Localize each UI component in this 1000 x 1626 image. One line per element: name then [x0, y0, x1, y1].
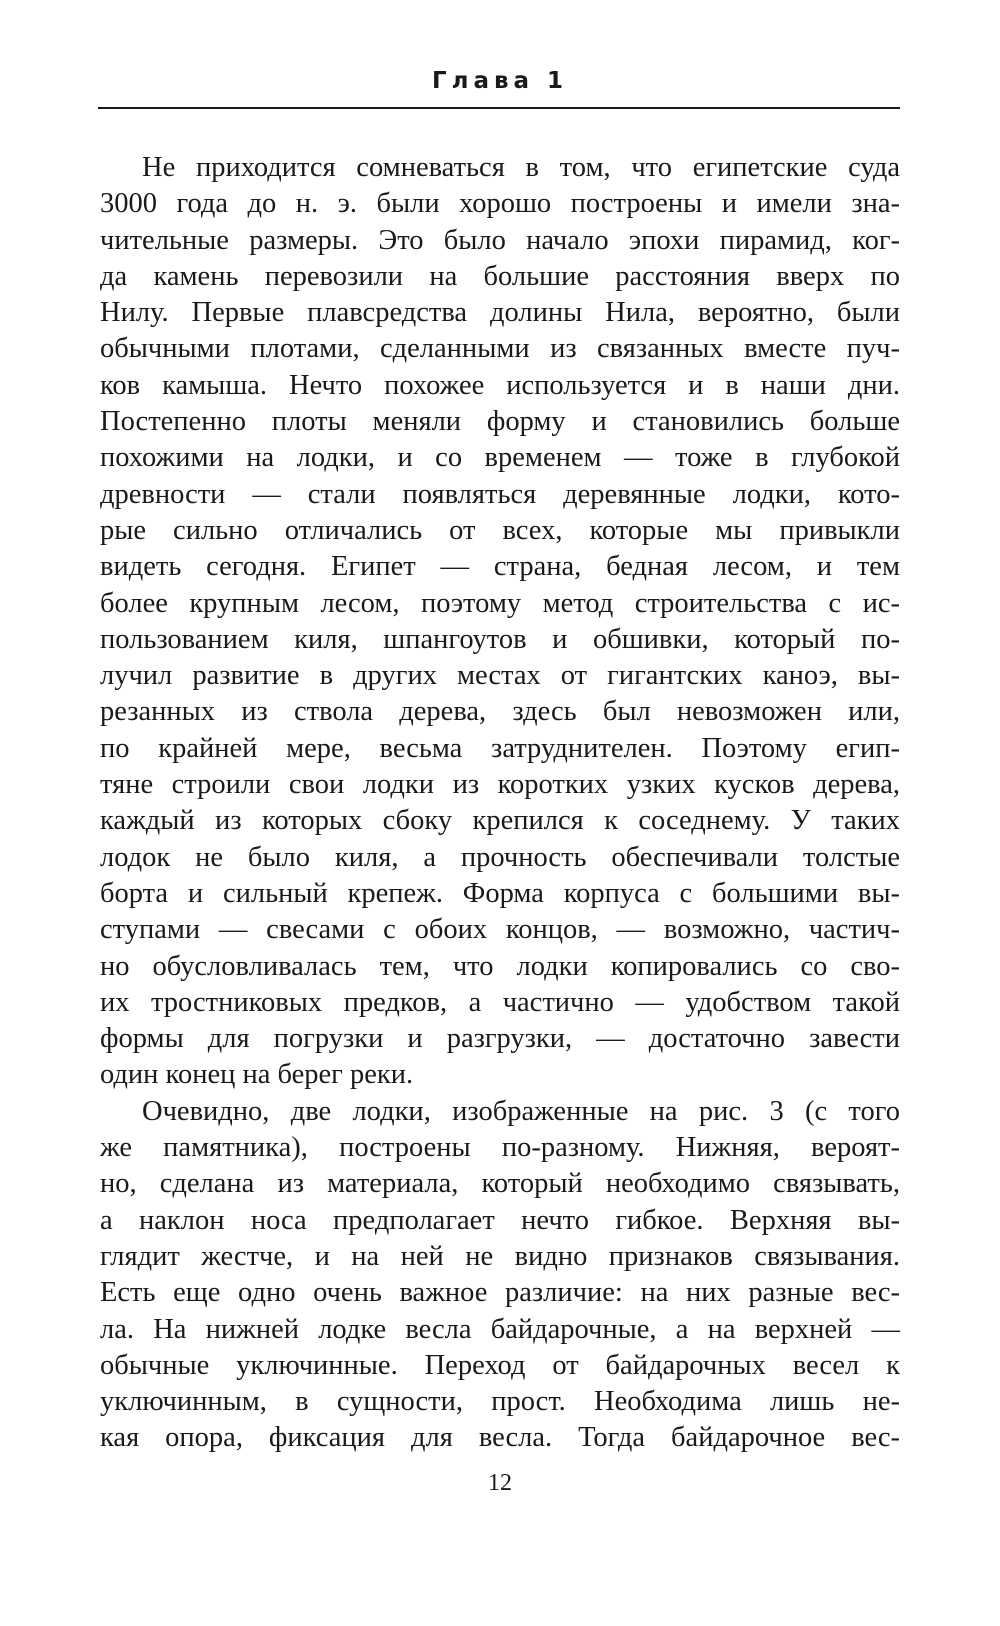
text-line: кая опора, фиксация для весла. Тогда байдарочное вес-: [100, 1422, 900, 1454]
text-line: уключинным, в сущности, прост. Необходима лишь не-: [100, 1386, 900, 1418]
text-line: чительные размеры. Это было начало эпохи пирамид, ког-: [100, 224, 900, 256]
text-line: а наклон носа предполагает нечто гибкое. Верхняя вы-: [100, 1204, 900, 1236]
text-line: более крупным лесом, поэтому метод строительства с ис-: [100, 587, 900, 619]
text-line: лучил развитие в других местах от гигантских каноэ, вы-: [100, 660, 900, 692]
text-line: да камень перевозили на большие расстояния вверх по: [100, 260, 900, 292]
text-line: но, сделана из материала, который необходимо связывать,: [100, 1168, 900, 1200]
text-line: 3000 года до н. э. были хорошо построены и имели зна-: [100, 188, 900, 220]
text-line: каждый из которых сбоку крепился к соседнему. У таких: [100, 805, 900, 837]
text-line: обычные уключинные. Переход от байдарочных весел к: [100, 1349, 900, 1381]
text-line: же памятника), построены по-разному. Нижняя, вероят-: [100, 1132, 900, 1164]
text-line: резанных из ствола дерева, здесь был невозможен или,: [100, 696, 900, 728]
text-line: Постепенно плоты меняли форму и становились больше: [100, 406, 900, 438]
text-line: Есть еще одно очень важное различие: на них разные вес-: [100, 1277, 900, 1309]
page-number: 12: [488, 1470, 512, 1496]
text-line: лодок не было киля, а прочность обеспечивали толстые: [100, 841, 900, 873]
text-line: Не приходится сомневаться в том, что египетские суда: [142, 152, 900, 183]
running-head: Глава 1: [431, 68, 569, 94]
page-body: [100, 150, 900, 1457]
text-line: ла. На нижней лодке весла байдарочные, а на верхней —: [100, 1313, 900, 1345]
text-line: пользованием киля, шпангоутов и обшивки, который по-: [100, 623, 900, 655]
text-line: ков камыша. Нечто похожее используется и в наши дни.: [100, 369, 900, 401]
text-line: Нилу. Первые плавсредства долины Нила, вероятно, были: [100, 297, 900, 329]
text-line: формы для погрузки и разгрузки, — достаточно завести: [100, 1023, 900, 1055]
text-line: видеть сегодня. Египет — страна, бедная лесом, и тем: [100, 551, 900, 583]
text-line: тяне строили свои лодки из коротких узких кусков дерева,: [100, 769, 900, 801]
text-line: но обусловливалась тем, что лодки копировались со сво-: [100, 950, 900, 982]
text-line: их тростниковых предков, а частично — удобством такой: [100, 986, 900, 1018]
text-line: ступами — свесами с обоих концов, — возможно, частич-: [100, 914, 900, 946]
text-line: рые сильно отличались от всех, которые мы привыкли: [100, 514, 900, 546]
text-line: один конец на берег реки.: [100, 1059, 414, 1091]
text-line: Очевидно, две лодки, изображенные на рис. 3 (с того: [142, 1095, 900, 1127]
text-line: борта и сильный крепеж. Форма корпуса с большими вы-: [100, 877, 900, 909]
paragraph-1: [100, 150, 900, 1094]
text-line: обычными плотами, сделанными из связанных вместе пуч-: [100, 333, 900, 365]
text-line: похожими на лодки, и со временем — тоже в глубокой: [100, 442, 900, 474]
text-line: глядит жестче, и на ней не видно признаков связывания.: [100, 1240, 900, 1272]
header-rule: [98, 107, 900, 109]
paragraph-2: [100, 1094, 900, 1457]
text-line: по крайней мере, весьма затруднителен. Поэтому егип-: [100, 732, 900, 764]
text-line: древности — стали появляться деревянные лодки, кото-: [100, 478, 900, 510]
